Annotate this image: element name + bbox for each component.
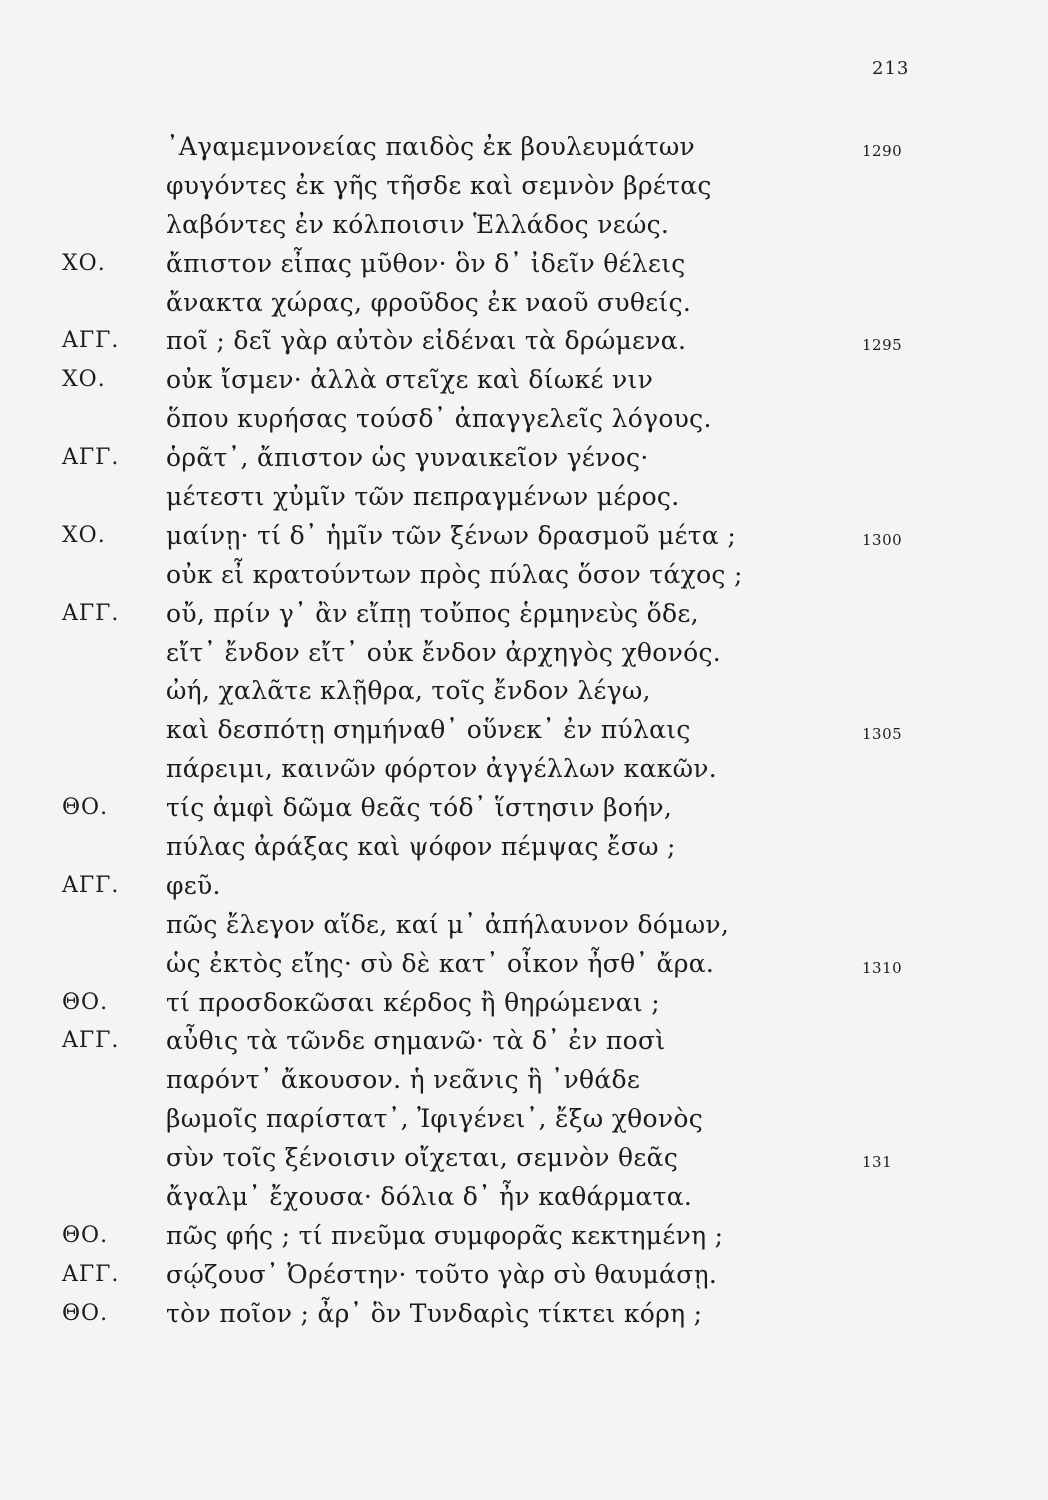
verse-line: [0, 478, 1048, 517]
line-number: 1300: [862, 530, 903, 549]
verse-text: ὡς ἐκτὸς εἴης· σὺ δὲ κατ᾿ οἶκον ἦσθ᾿ ἄρα.: [166, 948, 715, 978]
verse-line: [0, 595, 1048, 634]
verse-line: [0, 1139, 1048, 1178]
verse-text: ποῖ ; δεῖ γὰρ αὐτὸν εἰδέναι τὰ δρώμενα.: [166, 326, 687, 356]
verse-text: μέτεστι χὐμῖν τῶν πεπραγμένων μέρος.: [166, 482, 680, 512]
verse-text: μαίνῃ· τί δ᾿ ἡμῖν τῶν ξένων δρασμοῦ μέτα ;: [166, 520, 737, 550]
speaker-label: ΑΓΓ.: [62, 328, 120, 354]
verse-text: τί προσδοκῶσαι κέρδος ἢ θηρώμεναι ;: [166, 987, 660, 1017]
verse-line: [0, 711, 1048, 750]
verse-text: ὁρᾶτ᾿, ἄπιστον ὡς γυναικεῖον γένος·: [166, 443, 649, 473]
line-number: 1310: [862, 958, 903, 977]
verse-text: βωμοῖς παρίστατ᾿, Ἰφιγένει᾿, ἔξω χθονὸς: [166, 1104, 703, 1134]
verse-text: οὐκ ἴσμεν· ἀλλὰ στεῖχε καὶ δίωκέ νιν: [166, 365, 654, 395]
speaker-label: ΘΟ.: [62, 1222, 109, 1248]
verse-line: [0, 322, 1048, 361]
verse-text: ᾿Αγαμεμνονείας παιδὸς ἐκ βουλευμάτων: [166, 132, 696, 161]
line-number: 1290: [862, 142, 903, 160]
verse-text: παρόντ᾿ ἄκουσον. ἡ νεᾶνις ἣ ᾿νθάδε: [166, 1065, 641, 1095]
verse-line: [0, 1178, 1048, 1217]
line-number: 131: [862, 1153, 893, 1172]
verse-line: [0, 984, 1048, 1023]
verse-line: [0, 167, 1048, 206]
verse-line: [0, 439, 1048, 478]
speaker-label: ΑΓΓ.: [62, 872, 120, 898]
speaker-label: ΘΟ.: [62, 989, 109, 1015]
verse-line: [0, 867, 1048, 906]
verse-text: φεῦ.: [166, 870, 221, 900]
line-number: 1305: [862, 725, 903, 744]
verse-text: ὠή, χαλᾶτε κλῇθρα, τοῖς ἔνδον λέγω,: [166, 676, 651, 706]
speaker-label: ΘΟ.: [62, 1300, 109, 1326]
verse-text: σὺν τοῖς ξένοισιν οἴχεται, σεμνὸν θεᾶς: [166, 1143, 679, 1173]
verse-text: πύλας ἀράξας καὶ ψόφον πέμψας ἔσω ;: [166, 832, 676, 862]
verse-line: [0, 1295, 1048, 1334]
page-number: 213: [872, 58, 910, 79]
verse-line: [0, 284, 1048, 323]
speaker-label: ΧΟ.: [62, 522, 106, 548]
verse-text: τὸν ποῖον ; ἆρ᾿ ὃν Τυνδαρὶς τίκτει κόρη ;: [166, 1298, 703, 1328]
verse-text: αὖθις τὰ τῶνδε σημανῶ· τὰ δ᾿ ἐν ποσὶ: [166, 1026, 666, 1056]
verse-text: φυγόντες ἐκ γῆς τῆσδε καὶ σεμνὸν βρέτας: [166, 170, 712, 200]
verse-text: ὅπου κυρήσας τούσδ᾿ ἀπαγγελεῖς λόγους.: [166, 404, 712, 434]
verse-line: [0, 1022, 1048, 1061]
speaker-label: ΑΓΓ.: [62, 1261, 120, 1287]
verse-text: οὔ, πρίν γ᾿ ἂν εἴπῃ τοὔπος ἑρμηνεὺς ὅδε,: [166, 598, 699, 628]
verse-text: ἄπιστον εἶπας μῦθον· ὃν δ᾿ ἰδεῖν θέλεις: [166, 248, 686, 278]
verse-text: λαβόντες ἐν κόλποισιν Ἑλλάδος νεώς.: [166, 209, 670, 239]
verse-line: [0, 1256, 1048, 1295]
verse-line: [0, 1217, 1048, 1256]
verse-text: πῶς ἔλεγον αἵδε, καί μ᾿ ἀπήλαυνον δόμων,: [166, 909, 730, 939]
speaker-label: ΘΟ.: [62, 795, 109, 821]
verse-line: [0, 556, 1048, 595]
verse-line: [0, 1061, 1048, 1100]
verse-line: [0, 206, 1048, 245]
verse-line: [0, 672, 1048, 711]
verse-line: [0, 945, 1048, 984]
verse-line: [0, 517, 1048, 556]
speaker-label: ΑΓΓ.: [62, 1028, 120, 1054]
verse-line: [0, 245, 1048, 284]
speaker-label: ΑΓΓ.: [62, 600, 120, 626]
verse-line: [0, 828, 1048, 867]
verse-text: ἄγαλμ᾿ ἔχουσα· δόλια δ᾿ ἦν καθάρματα.: [166, 1182, 693, 1212]
verse-line: [0, 789, 1048, 828]
line-number: 1295: [862, 336, 903, 355]
verse-line: [0, 750, 1048, 789]
verse-line: [0, 906, 1048, 945]
verse-line: [0, 361, 1048, 400]
verse-text: σῴζουσ᾿ Ὀρέστην· τοῦτο γὰρ σὺ θαυμάσῃ.: [166, 1259, 718, 1289]
verse-text: καὶ δεσπότῃ σημήναθ᾿ οὕνεκ᾿ ἐν πύλαις: [166, 715, 691, 745]
speaker-label: ΑΓΓ.: [62, 445, 120, 471]
verse-text: πάρειμι, καινῶν φόρτον ἀγγέλλων κακῶν.: [166, 754, 718, 784]
verse-lines: [0, 128, 1048, 1334]
verse-text: πῶς φής ; τί πνεῦμα συμφορᾶς κεκτημένη ;: [166, 1220, 724, 1250]
verse-text: ἄνακτα χώρας, φροῦδος ἐκ ναοῦ συθείς.: [166, 287, 692, 317]
verse-text: οὐκ εἶ κρατούντων πρὸς πύλας ὅσον τάχος ;: [166, 559, 743, 589]
verse-line: [0, 634, 1048, 673]
verse-text: εἴτ᾿ ἔνδον εἴτ᾿ οὐκ ἔνδον ἀρχηγὸς χθονός.: [166, 637, 721, 667]
verse-line: [0, 128, 1048, 167]
verse-text: τίς ἀμφὶ δῶμα θεᾶς τόδ᾿ ἵστησιν βοήν,: [166, 793, 673, 823]
speaker-label: ΧΟ.: [62, 367, 106, 393]
verse-line: [0, 1100, 1048, 1139]
verse-line: [0, 400, 1048, 439]
speaker-label: ΧΟ.: [62, 250, 106, 276]
